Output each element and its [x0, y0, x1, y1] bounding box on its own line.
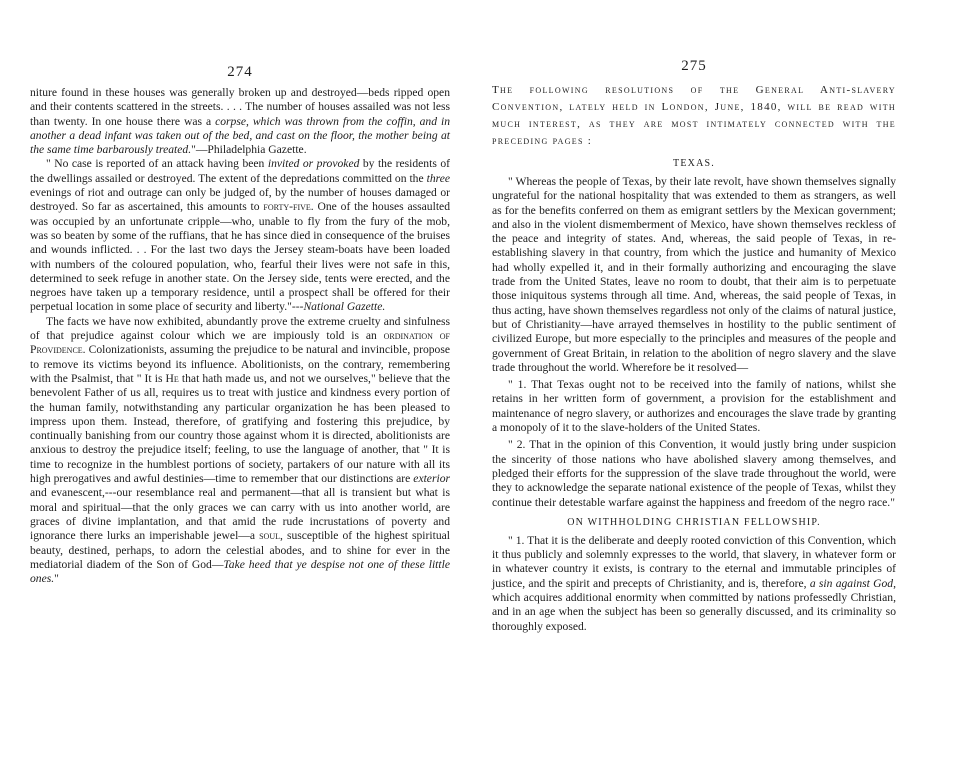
italic-run: corpse, which was thrown from the coffin, and in another a dead infant was taken out of the bed, and cast on the floor, the mother being at the same time barbarously treated. [30, 114, 450, 157]
resolutions-heading: The following resolutions of the General Anti-slavery Convention, lately held in London, June, 1840, will be read with much interest, as they are most intimately connected with the preceding pages : [492, 84, 896, 147]
small-caps-run: He [165, 371, 179, 385]
text-run: " No case is reported of an attack having been [46, 157, 268, 171]
right-page [492, 0, 896, 634]
italic-run: three [426, 171, 450, 185]
fellowship-paragraph [492, 534, 896, 634]
text-run: The facts we have now exhibited, abundantly prove the extreme cruelty and sinfulness of that prejudice against colour which we are impiously told is an [30, 314, 450, 343]
text-run: " 1. That it is the deliberate and deeply rooted conviction of this Convention, which it thus publicly and solemnly expresses to the world, that slavery, in whatever form or in whatever country it exists, is contrary to the eternal and immutable principles of justice, and the spirit and precepts of Christianity, and is, therefore, [492, 533, 896, 590]
italic-run: invited or provoked [267, 157, 360, 171]
text-run: that hath made us, and not we ourselves," believe that the benevolent Father of us all, requires us to treat with justice and kindness every portion of the human family, notwithstanding any particular organization he has been pleased to impress upon them. Instead, therefore, of gratifying and fostering this prejudice, by continually banishing from our country those against whom it is directed, abolitionists are anxious to destroy the prejudice itself; feeling, to use the language of another, that " It is time to recognize in the humblest portions of society, partakers of our nature with all its high prerogatives and awful destinies—time to remember that our distinctions are [30, 371, 450, 486]
italic-run: exterior [413, 472, 450, 486]
text-run: . Colonizationists, assuming the prejudice to be natural and invincible, propose to remove its victims beyond its influence. Abolitionists, on the contrary, remembering with the Psalmist, that " It is [30, 343, 450, 385]
left-paragraph-2 [30, 157, 450, 314]
section-title-fellowship: ON WITHHOLDING CHRISTIAN FELLOWSHIP. [567, 516, 821, 528]
texas-paragraph-1: " Whereas the people of Texas, by their late revolt, have shown themselves signally ungrateful for the national hospitality that was extended to them as strangers, as well as for the benefits conferred on them as emigrant settlers by the Mexican government; and also in the violent dismemberment of Mexico, have shown themselves reckless of the peace and integrity of states. And, whereas, the said people of Texas, in re-establishing slavery in that country, from which the justice and humanity of Mexico had wholly expelled it, and in their formally authorizing and encouraging the slave trade from the United States, leave no room to doubt, that their aim is to perpetuate those iniquitous systems through all time. And, whereas, the said people of Texas, in thus acting, have shown themselves regardless not only of the claims of natural justice, but of Christianity—have arrayed themselves in hostility to the public sentiment of civilized Europe, but more especially to the principles and measures of the people and government of Great Britain, in relation to the abolition of negro slavery and the slave trade throughout the world. Wherefore be it resolved— [492, 175, 896, 374]
left-paragraph-3 [30, 315, 450, 587]
page-number-right: 275 [681, 58, 707, 74]
texas-paragraph-2: " 1. That Texas ought not to be received into the family of nations, whilst she retains in her written form of government, a provision for the establishment and maintenance of negro slavery, or authorizes and encourages the slave trade by granting a monopoly of it to the slave-holders of the United States. [492, 378, 896, 435]
text-run: , susceptible of the highest spiritual beauty, destined, perhaps, to adorn the celestial abodes, and to shine for ever in the mediatorial diadem of the Son of God— [30, 529, 450, 571]
section-title-texas: TEXAS. [673, 158, 715, 169]
italic-run: Take heed that ye despise not one of these little ones. [30, 557, 450, 586]
text-run: "—Philadelphia Gazette. [191, 143, 307, 157]
text-run: . One of the houses assaulted was occupied by an unfortunate cripple—who, unable to fly from the fury of the mob, was so beaten by some of the ruffians, that he has since died in consequence of the bruises and wounds inflicted. . . For the last two days the Jersey steam-boats have been loaded with numbers of the coloured population, who, fearful their lives were not safe in this, determined to seek refuge in another state. On the Jersey side, tents were erected, and the negroes have taken up a temporary residence, until a prospect shall be offered for their perpetual location in some place of security and liberty."--- [30, 200, 450, 314]
left-paragraph-1 [30, 86, 450, 157]
small-caps-run: ordination of Providence [30, 329, 451, 357]
text-run: " [54, 572, 59, 586]
text-run: and evanescent,---our resemblance real and permanent—that all is transient but what is moral and spiritual—that the only graces we can carry with us into another world, are graces of divine implantation, and that amid the rude incrustations of poverty and ignorance there lurks an imperishable jewel—a [30, 486, 450, 543]
small-caps-run: soul [259, 529, 280, 543]
text-run: niture found in these houses was generally broken up and destroyed—beds ripped open and their contents scattered in the streets. . . . The number of houses assailed was not less than twenty. In one house there was a [30, 86, 450, 128]
italic-run: National Gazette. [303, 300, 386, 314]
text-run: , which acquires additional enormity when committed by nations professedly Christian, and in an age when the subject has been so generally discussed, and its criminality so thoroughly exposed. [492, 576, 896, 633]
left-page [30, 0, 450, 586]
page-number-left: 274 [227, 64, 253, 80]
italic-run: a sin against God [809, 576, 894, 590]
text-run: evenings of riot and outrage can only be judged of, by the number of houses damaged or destroyed. So far as ascertained, this amounts to [30, 186, 450, 214]
texas-paragraph-3: " 2. That in the opinion of this Convention, it would justly bring under suspicion the sincerity of those nations who have abolished slavery among themselves, and pledged their efforts for the suppression of the slave trade throughout the world, were they to acknowledge the separate national existence of the people of Texas, whilst they continue their detestable warfare against the happiness and freedom of the negro race." [492, 438, 896, 509]
small-caps-run: forty-five [263, 200, 311, 214]
text-run: by the residents of the dwellings assailed or destroyed. The extent of the depredations committed on the [30, 157, 450, 185]
